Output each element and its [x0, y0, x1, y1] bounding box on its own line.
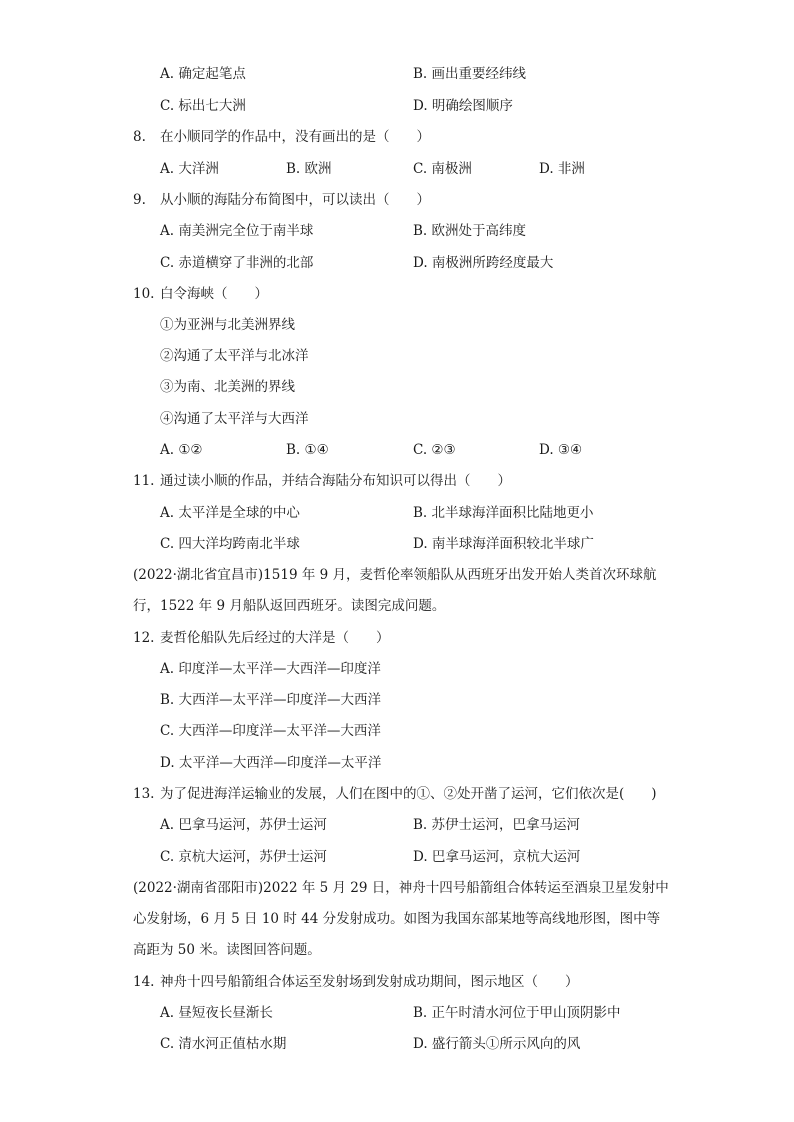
- q13-option-c: C. 京杭大运河，苏伊士运河: [160, 849, 327, 865]
- passage2-line3: 高距为 50 米。读图回答问题。: [133, 942, 321, 958]
- passage2-line1: (2022·湖南省邵阳市)2022 年 5 月 29 日，神舟十四号船箭组合体转运至酒泉卫星发射中: [133, 880, 669, 896]
- q11-option-d: D. 南半球海洋面积较北半球广: [413, 536, 594, 552]
- passage2-line2: 心发射场，6 月 5 日 10 时 44 分发射成功。如图为我国东部某地等高线地形图，图中等: [133, 911, 661, 927]
- q9-stem: 从小顺的海陆分布简图中，可以读出（ ）: [160, 192, 430, 208]
- q8-option-b: B. 欧洲: [286, 161, 332, 177]
- q14-option-d: D. 盛行箭头①所示风向的风: [413, 1036, 581, 1052]
- q12-option-b: B. 大西洋—太平洋—印度洋—大西洋: [160, 692, 382, 708]
- q11-option-a: A. 太平洋是全球的中心: [160, 505, 300, 521]
- q13-number: 13.: [133, 786, 155, 802]
- q9-option-a: A. 南美洲完全位于南半球: [160, 223, 314, 239]
- q9-option-b: B. 欧洲处于高纬度: [413, 223, 527, 239]
- q11-option-c: C. 四大洋均跨南北半球: [160, 536, 300, 552]
- q10-option-c: C. ②③: [413, 442, 456, 458]
- q10-statement-4: ④沟通了太平洋与大西洋: [160, 411, 309, 427]
- q14-stem: 神舟十四号船箭组合体运至发射场到发射成功期间，图示地区（ ）: [160, 974, 579, 990]
- q10-option-d: D. ③④: [539, 442, 583, 458]
- q8-number: 8.: [133, 129, 146, 145]
- q14-number: 14.: [133, 974, 155, 990]
- q13-option-d: D. 巴拿马运河，京杭大运河: [413, 849, 581, 865]
- q11-number: 11.: [133, 473, 155, 489]
- q9-number: 9.: [133, 192, 146, 208]
- q13-stem: 为了促进海洋运输业的发展，人们在图中的①、②处开凿了运河，它们依次是( ): [160, 786, 657, 802]
- q9-option-c: C. 赤道横穿了非洲的北部: [160, 255, 314, 271]
- passage1-line1: (2022·湖北省宜昌市)1519 年 9 月，麦哲伦率领船队从西班牙出发开始人类首次环球航: [133, 567, 657, 583]
- q14-option-a: A. 昼短夜长昼渐长: [160, 1005, 273, 1021]
- q8-stem: 在小顺同学的作品中，没有画出的是（ ）: [160, 129, 430, 145]
- q10-statement-2: ②沟通了太平洋与北冰洋: [160, 348, 309, 364]
- q10-number: 10.: [133, 286, 155, 302]
- q10-statement-3: ③为南、北美洲的界线: [160, 379, 295, 395]
- q8-option-a: A. 大洋洲: [160, 161, 219, 177]
- q7-option-a: A. 确定起笔点: [160, 66, 246, 82]
- q7-option-c: C. 标出七大洲: [160, 98, 246, 114]
- q13-option-a: A. 巴拿马运河，苏伊士运河: [160, 817, 327, 833]
- q8-option-c: C. 南极洲: [413, 161, 472, 177]
- q7-option-d: D. 明确绘图顺序: [413, 98, 513, 114]
- q12-option-c: C. 大西洋—印度洋—太平洋—大西洋: [160, 723, 381, 739]
- q13-option-b: B. 苏伊士运河，巴拿马运河: [413, 817, 581, 833]
- q12-number: 12.: [133, 630, 155, 646]
- q12-option-a: A. 印度洋—太平洋—大西洋—印度洋: [160, 661, 381, 677]
- q11-stem: 通过读小顺的作品，并结合海陆分布知识可以得出（ ）: [160, 473, 511, 489]
- q8-option-d: D. 非洲: [539, 161, 585, 177]
- q14-option-c: C. 清水河正值枯水期: [160, 1036, 287, 1052]
- passage1-line2: 行，1522 年 9 月船队返回西班牙。读图完成问题。: [133, 598, 446, 614]
- q7-option-b: B. 画出重要经纬线: [413, 66, 527, 82]
- q14-option-b: B. 正午时清水河位于甲山顶阴影中: [413, 1005, 621, 1021]
- q10-option-b: B. ①④: [286, 442, 329, 458]
- q10-statement-1: ①为亚洲与北美洲界线: [160, 317, 295, 333]
- q10-stem: 白令海峡（ ）: [160, 286, 268, 302]
- q12-stem: 麦哲伦船队先后经过的大洋是（ ）: [160, 630, 390, 646]
- q11-option-b: B. 北半球海洋面积比陆地更小: [413, 505, 594, 521]
- q9-option-d: D. 南极洲所跨经度最大: [413, 255, 554, 271]
- q10-option-a: A. ①②: [160, 442, 203, 458]
- q12-option-d: D. 太平洋—大西洋—印度洋—太平洋: [160, 755, 382, 771]
